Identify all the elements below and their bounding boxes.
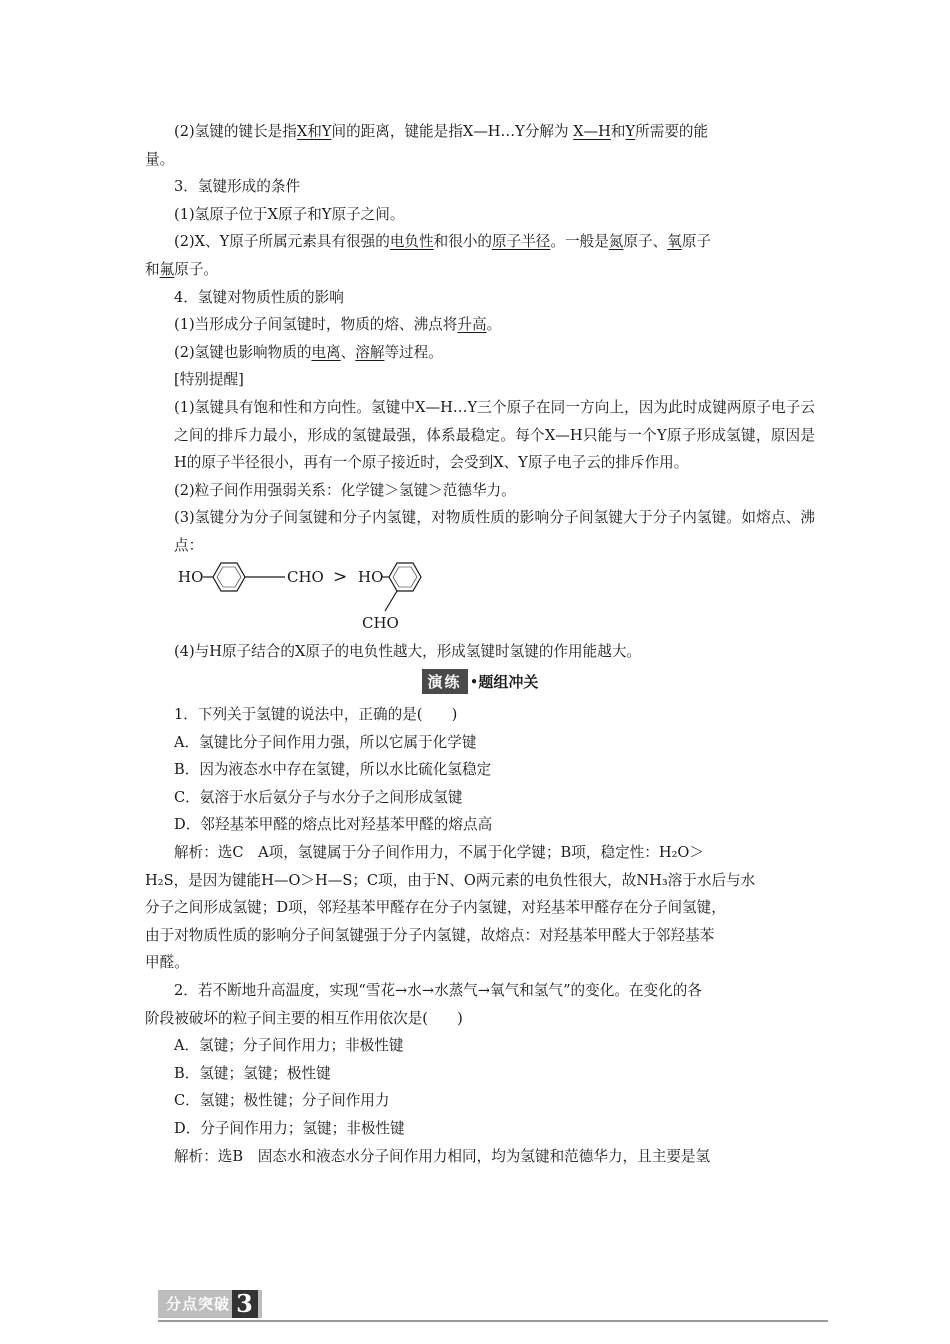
option-a: A．氢键比分子间作用力强，所以它属于化学键: [174, 733, 477, 751]
explanation-line: 解析：选C A项，氢键属于分子间作用力，不属于化学键；B项，稳定性：H₂O＞: [174, 844, 704, 862]
paragraph: [145, 339, 815, 367]
right-ho-label: HO: [358, 567, 384, 586]
underlined-answer: 氮: [608, 233, 624, 251]
divider: [158, 1320, 828, 1322]
structure-comparison-figure: [145, 562, 815, 632]
section-tag: [158, 1290, 262, 1318]
paragraph: (1)氢原子位于X原子和Y原子之间。: [174, 205, 405, 223]
section-number: 3: [232, 1290, 258, 1318]
text: 、: [340, 343, 356, 361]
explanation-line: 解析：选B 固态水和液态水分子间作用力相同，均为氢键和范德华力，且主要是氢: [174, 1147, 711, 1165]
underlined-answer: 氟: [159, 260, 175, 278]
underlined-answer: 原子半径: [492, 233, 551, 251]
text: 等过程。: [384, 343, 443, 361]
text: (2)氢键的键长是指: [174, 123, 297, 140]
practice-title: 题组冲关: [478, 673, 539, 692]
paragraph-continuation: 量。: [145, 150, 175, 168]
section-heading: 3．氢键形成的条件: [174, 178, 301, 196]
underlined-answer: X和Y: [296, 123, 332, 140]
question-stem-continuation: 阶段被破坏的粒子间主要的相互作用依次是( ): [145, 1009, 463, 1027]
text: 和: [610, 123, 626, 140]
bullet-dot: •: [469, 672, 479, 691]
underlined-answer: 电离: [311, 343, 341, 361]
underlined-answer: 电负性: [389, 233, 434, 251]
left-cho-label: CHO: [287, 567, 324, 586]
explanation-line: 由于对物质性质的影响分子间氢键强于分子内氢键，故熔点：对羟基苯甲醛大于邻羟基苯: [145, 926, 715, 944]
text: 原子。: [174, 260, 219, 278]
option-d: D．分子间作用力；氢键；非极性键: [174, 1120, 405, 1137]
text: 和很小的: [433, 233, 493, 251]
text: 所需要的能: [635, 123, 709, 140]
text: 原子: [681, 233, 712, 251]
paragraph-bond-length: [145, 118, 815, 146]
benzene-ring-ortho: [382, 563, 421, 611]
section-footer: [158, 1290, 828, 1322]
option-c: C．氢键；极性键；分子间作用力: [174, 1092, 390, 1110]
reminder-item: (4)与H原子结合的X原子的电负性越大，形成氢键时氢键的作用能越大。: [174, 642, 642, 660]
reminder-item: (1)氢键具有饱和性和方向性。氢键中X—H…Y三个原子在同一方向上，因为此时成键两原子电子云之间的排斥力最小，形成的氢键最强，体系最稳定。每个X—H只能与一个Y原子形成氢键，原因是H的原子半径很小，再有一个原子接近时，会受到X、Y原子电子云的排斥作用。: [174, 398, 815, 472]
question-stem: 1．下列关于氢键的说法中，正确的是( ): [174, 706, 458, 724]
question-stem: 2．若不断地升高温度，实现“雪花→水→水蒸气→氧气和氢气”的变化。在变化的各: [174, 982, 702, 1000]
practice-box: 演练: [422, 669, 468, 694]
explanation-line: 分子之间形成氢键；D项，邻羟基苯甲醛存在分子内氢键，对羟基苯甲醛存在分子间氢键，: [145, 899, 726, 917]
text: 和: [145, 260, 160, 278]
text: (1)当形成分子间氢键时，物质的熔、沸点将: [174, 316, 458, 334]
text: (2)X、Y原子所属元素具有很强的: [174, 233, 390, 251]
underlined-answer: 升高: [457, 316, 487, 334]
benzene-ring-para: [203, 563, 285, 591]
reminder-item: (3)氢键分为分子间氢键和分子内氢键，对物质性质的影响分子间氢键大于分子内氢键。如熔点、沸点：: [174, 509, 815, 554]
explanation-line: 甲醛。: [145, 954, 189, 972]
reminder-heading: [特别提醒]: [174, 371, 244, 389]
text: 原子、: [623, 233, 668, 251]
text: 间的距离，键能是指X—H…Y分解为: [331, 123, 574, 140]
text: 。: [486, 316, 502, 334]
section-tag-label: 分点突破: [166, 1295, 231, 1313]
underlined-answer: 氧: [667, 233, 682, 251]
paragraph: [145, 228, 815, 256]
underlined-answer: Y: [625, 123, 636, 140]
option-a: A．氢键；分子间作用力；非极性键: [174, 1037, 404, 1055]
section-heading: 4．氢键对物质性质的影响: [174, 288, 344, 306]
document-page: [145, 118, 815, 1170]
text: 。一般是: [550, 233, 609, 251]
underlined-answer: 溶解: [355, 343, 385, 361]
reminder-item: (2)粒子间作用强弱关系：化学键＞氢键＞范德华力。: [174, 481, 516, 499]
practice-banner: [145, 669, 815, 699]
underlined-answer: X—H: [573, 123, 611, 140]
left-ho-label: HO: [178, 567, 204, 586]
explanation-line: H₂S，是因为键能H—O＞H—S；C项，由于N、O两元素的电负性很大，故NH₃溶于水后与水: [145, 871, 756, 889]
text: (2)氢键也影响物质的: [174, 343, 312, 361]
greater-than-sign: >: [333, 566, 348, 587]
chemical-structures: [175, 562, 455, 632]
option-c: C．氨溶于水后氨分子与水分子之间形成氢键: [174, 788, 463, 806]
right-cho-label: CHO: [362, 613, 399, 632]
option-b: B．因为液态水中存在氢键，所以水比硫化氢稳定: [174, 761, 492, 779]
option-d: D．邻羟基苯甲醛的熔点比对羟基苯甲醛的熔点高: [174, 816, 493, 834]
paragraph-continuation: [145, 256, 815, 284]
paragraph: [145, 311, 815, 339]
option-b: B．氢键；氢键；极性键: [174, 1064, 331, 1082]
